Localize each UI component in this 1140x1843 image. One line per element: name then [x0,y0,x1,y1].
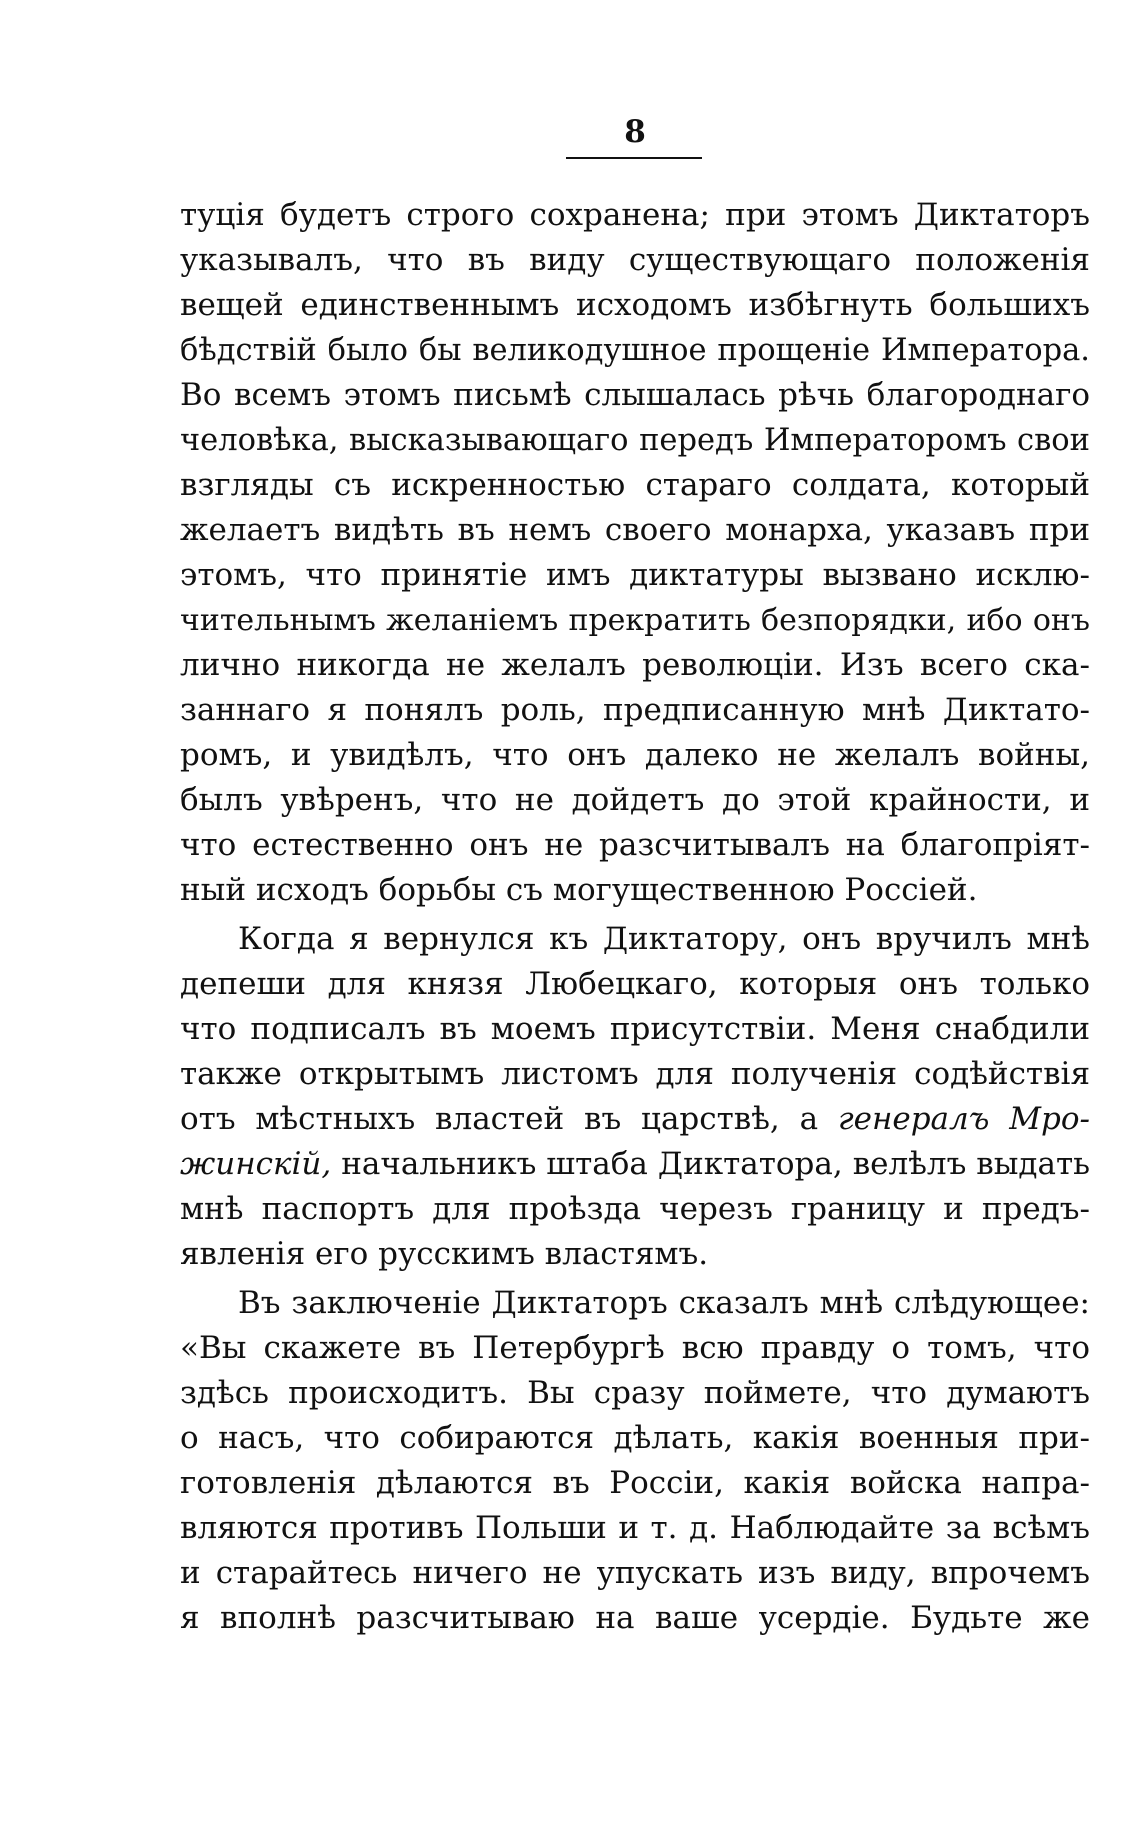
text-line: этомъ, что принятіе имъ диктатуры вызвано исклю- [180,557,1090,593]
text-line: чительнымъ желаніемъ прекратить безпорядки, ибо онъ [180,603,1090,638]
text-line: былъ увѣренъ, что не дойдетъ до этой крайности, и [180,782,1090,818]
text-line: что подписалъ въ моемъ присутствіи. Меня снабдили [180,1011,1090,1047]
text-line: также открытымъ листомъ для полученія содѣйствія [180,1056,1090,1092]
text-line: ный исходъ борьбы съ могущественною Россіей. [180,872,978,908]
text-line [180,1097,1090,1142]
text-line: ромъ, и увидѣлъ, что онъ далеко не желалъ войны, [180,737,1090,773]
text-line: о насъ, что собираются дѣлать, какія военныя при- [180,1420,1090,1456]
text-line: мнѣ паспортъ для проѣзда черезъ границу и предъ- [180,1191,1090,1227]
text-line: Въ заключеніе Диктаторъ сказалъ мнѣ слѣдующее: [238,1285,1090,1321]
italic-name: генералъ Мро- [837,1101,1090,1137]
italic-name: жинскій, [180,1146,332,1182]
text-line: Когда я вернулся къ Диктатору, онъ вручилъ мнѣ [238,921,1090,957]
text-line: желаетъ видѣть въ немъ своего монарха, указавъ при [180,512,1090,548]
text-line: заннаго я понялъ роль, предписанную мнѣ Диктато- [180,692,1090,728]
text-line: вляются противъ Польши и т. д. Наблюдайте за всѣмъ [180,1510,1090,1546]
text-line: явленія его русскимъ властямъ. [180,1236,709,1272]
paragraph-1 [180,193,1090,913]
text-line: что естественно онъ не разсчитывалъ на благопріят- [180,827,1090,863]
text-line: бѣдствій было бы великодушное прощеніе Императора. [180,333,1090,368]
text-line: человѣка, высказывающаго передъ Императоромъ свои [180,423,1090,458]
body-text [180,193,1090,1641]
text-line: туція будетъ строго сохранена; при этомъ Диктаторъ [180,197,1090,233]
text-segment: начальникъ штаба Диктатора, велѣлъ выдать [331,1146,1090,1182]
page-number-rule [566,157,702,159]
text-line: и старайтесь ничего не упускать изъ виду, впрочемъ [180,1555,1090,1591]
text-line: здѣсь происходитъ. Вы сразу поймете, что думаютъ [180,1375,1090,1411]
text-line: Во всемъ этомъ письмѣ слышалась рѣчь благороднаго [180,377,1090,413]
text-line: готовленія дѣлаются въ Россіи, какія войска напра- [180,1465,1090,1501]
text-line: взгляды съ искренностью стараго солдата, который [180,467,1090,503]
paragraph-3 [180,1281,1090,1641]
text-line: вещей единственнымъ исходомъ избѣгнуть большихъ [180,287,1090,323]
text-line [180,1142,1090,1187]
paragraph-2 [180,917,1090,1277]
text-line: депеши для князя Любецкаго, которыя онъ только [180,966,1090,1002]
text-line: «Вы скажете въ Петербургѣ всю правду о томъ, что [180,1330,1090,1366]
text-line: лично никогда не желалъ революціи. Изъ всего ска- [180,647,1090,683]
page-number: 8 [624,114,646,150]
text-segment: отъ мѣстныхъ властей въ царствѣ, а [180,1101,838,1137]
text-line: указывалъ, что въ виду существующаго положенія [180,242,1090,278]
text-line: я вполнѣ разсчитываю на ваше усердіе. Будьте же [180,1600,1090,1636]
